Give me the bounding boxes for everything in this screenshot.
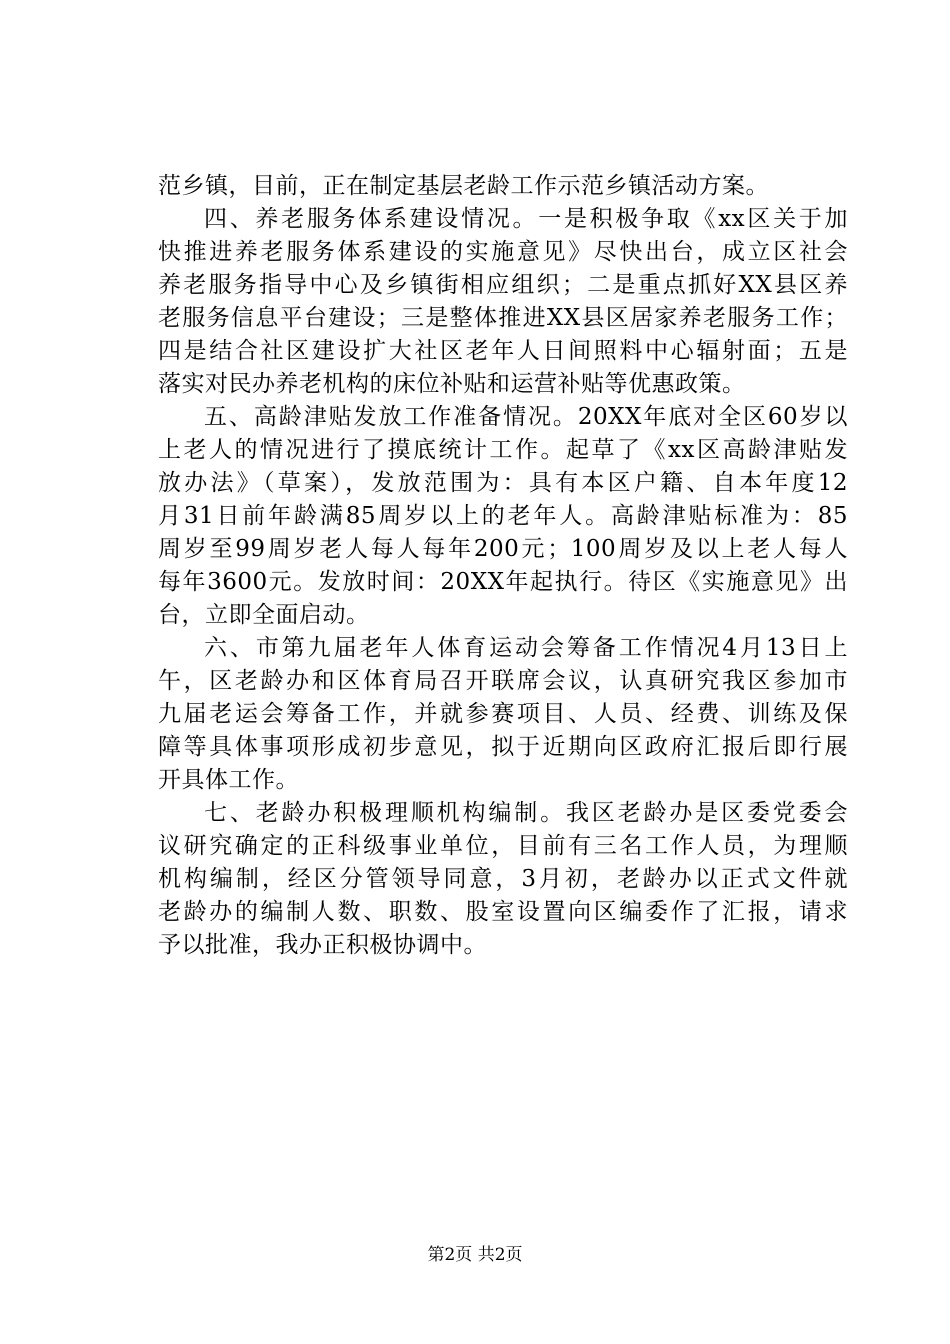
paragraph-senior-allowance — [158, 401, 848, 632]
text-line: 上老人的情况进行了摸底统计工作。起草了《xx区高龄津贴发 — [158, 437, 848, 463]
text-line: 五、高龄津贴发放工作准备情况。20XX年底对全区60岁以 — [204, 404, 848, 430]
text-line: 予以批准，我办正积极协调中。 — [158, 932, 487, 958]
text-line: 放办法》（草案），发放范围为：具有本区户籍、自本年度12 — [158, 470, 848, 496]
text-line: 障等具体事项形成初步意见，拟于近期向区政府汇报后即行展 — [158, 734, 848, 760]
text-line: 月31日前年龄满85周岁以上的老年人。高龄津贴标准为：85 — [158, 503, 848, 529]
text-line: 六、市第九届老年人体育运动会筹备工作情况4月13日上 — [204, 635, 848, 661]
page-footer — [0, 1244, 950, 1266]
text-line: 机构编制，经区分管领导同意，3月初，老龄办以正式文件就 — [158, 866, 848, 892]
text-line: 周岁至99周岁老人每人每年200元；100周岁及以上老人每人 — [158, 536, 848, 562]
paragraph-elderly-service-system — [158, 203, 848, 401]
paragraph-continuation — [158, 170, 848, 203]
text-line: 每年3600元。发放时间：20XX年起执行。待区《实施意见》出 — [158, 569, 848, 595]
paragraph-staffing — [158, 797, 848, 962]
text-line: 落实对民办养老机构的床位补贴和运营补贴等优惠政策。 — [158, 371, 746, 397]
text-line: 九届老运会筹备工作，并就参赛项目、人员、经费、训练及保 — [158, 701, 848, 727]
document-body — [158, 170, 848, 962]
text-line: 台，立即全面启动。 — [158, 602, 370, 628]
text-line: 四是结合社区建设扩大社区老年人日间照料中心辐射面；五是 — [158, 338, 848, 364]
text-line: 议研究确定的正科级事业单位，目前有三名工作人员，为理顺 — [158, 833, 848, 859]
text-line: 四、养老服务体系建设情况。一是积极争取《xx区关于加 — [204, 206, 848, 232]
paragraph-sports-meeting — [158, 632, 848, 797]
text-line: 午，区老龄办和区体育局召开联席会议，认真研究我区参加市 — [158, 668, 848, 694]
text-line: 开具体工作。 — [158, 767, 299, 793]
text-line: 范乡镇，目前，正在制定基层老龄工作示范乡镇活动方案。 — [158, 173, 769, 199]
text-line: 老服务信息平台建设；三是整体推进XX县区居家养老服务工作； — [158, 305, 848, 331]
text-line: 老龄办的编制人数、职数、股室设置向区编委作了汇报，请求 — [158, 899, 848, 925]
text-line: 养老服务指导中心及乡镇街相应组织；二是重点抓好XX县区养 — [158, 272, 848, 298]
page-number-label: 第2页 共2页 — [427, 1245, 523, 1265]
text-line: 七、老龄办积极理顺机构编制。我区老龄办是区委党委会 — [204, 800, 848, 826]
text-line: 快推进养老服务体系建设的实施意见》尽快出台，成立区社会 — [158, 239, 848, 265]
